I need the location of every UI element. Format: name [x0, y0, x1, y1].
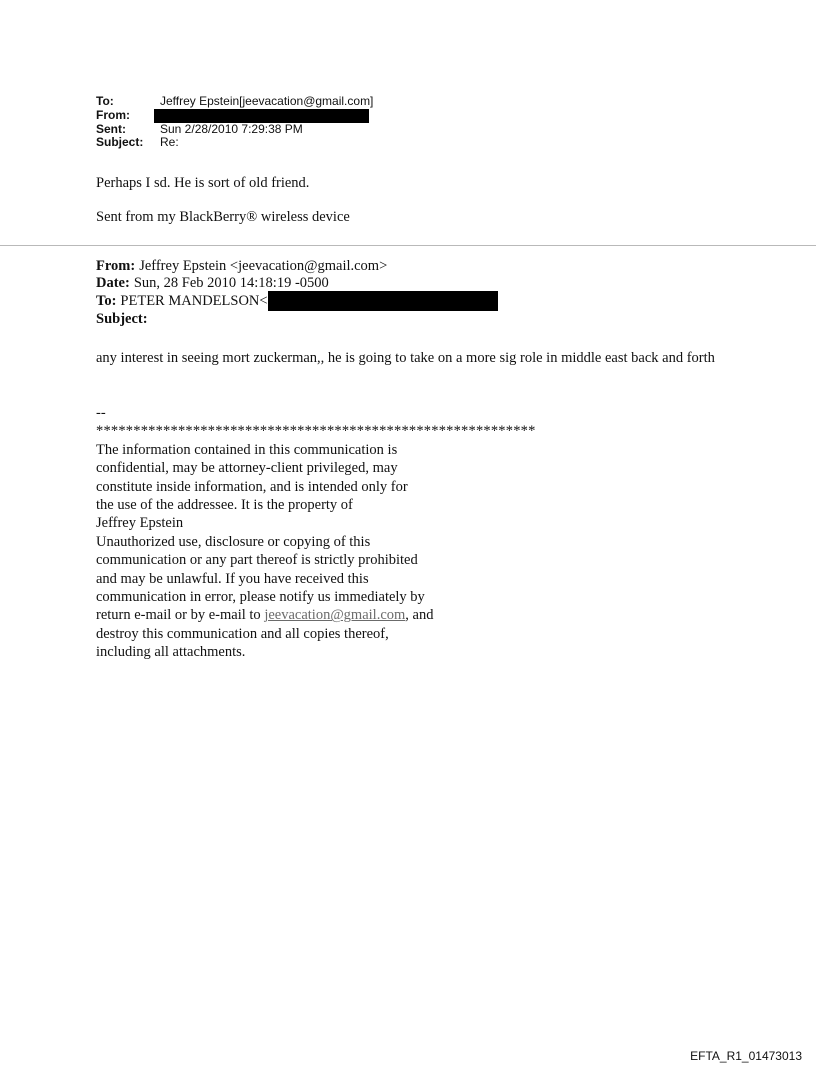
disclaimer-return-prefix: return e-mail or by e-mail to	[96, 607, 265, 624]
quoted-body-text: any interest in seeing mort zuckerman,, he is going to take on a more sig role in middle east back and forth	[96, 350, 715, 366]
disclaimer-line: The information contained in this communication is	[96, 441, 398, 458]
disclaimer-line: destroy this communication and all copies thereof,	[96, 625, 389, 642]
disclaimer-stars: ***********************************************************	[96, 423, 536, 440]
quoted-date-value: Sun, 28 Feb 2010 14:18:19 -0500	[133, 274, 329, 291]
email-link[interactable]: jeevacation@gmail.com	[264, 607, 406, 624]
header-from-label: From:	[96, 107, 130, 122]
quoted-date-label: Date:	[96, 274, 130, 291]
redaction-bar	[154, 109, 369, 123]
disclaimer-return-suffix: , and	[405, 607, 434, 624]
quoted-from-row	[96, 258, 498, 275]
quoted-from-label: From:	[96, 258, 136, 274]
disclaimer-line: constitute inside information, and is intended only for	[96, 478, 408, 495]
quoted-from-value: Jeffrey Epstein <jeevacation@gmail.com>	[139, 258, 388, 274]
redaction-bar	[268, 291, 498, 311]
header-sent-value: Sun 2/28/2010 7:29:38 PM	[160, 121, 303, 136]
disclaimer-line: communication or any part thereof is strictly prohibited	[96, 552, 418, 569]
quoted-to-row	[96, 291, 498, 311]
disclaimer-line: including all attachments.	[96, 644, 246, 661]
quoted-to-label: To:	[96, 292, 117, 309]
disclaimer-line: and may be unlawful. If you have received this	[96, 570, 369, 587]
header-sent-label: Sent:	[96, 121, 126, 136]
quoted-header	[96, 258, 498, 328]
disclaimer-dashes: --	[96, 405, 106, 421]
header-sent-row	[96, 123, 373, 137]
quoted-date-row	[96, 275, 498, 292]
disclaimer-line-return	[96, 606, 536, 624]
quoted-subject-label: Subject:	[96, 311, 148, 327]
reply-signature: Sent from my BlackBerry® wireless device	[96, 209, 350, 225]
disclaimer-line: the use of the addressee. It is the property of	[96, 497, 353, 514]
disclaimer-line: Unauthorized use, disclosure or copying of this	[96, 533, 371, 550]
document-id: EFTA_R1_01473013	[690, 1049, 802, 1063]
disclaimer-line: Jeffrey Epstein	[96, 515, 184, 532]
disclaimer-line: confidential, may be attorney-client privileged, may	[96, 460, 398, 477]
disclaimer	[96, 404, 536, 662]
header-subject-label: Subject:	[96, 135, 144, 149]
reply-body	[96, 174, 350, 242]
header-subject-row	[96, 136, 373, 150]
header-to-value: Jeffrey Epstein[jeevacation@gmail.com]	[160, 94, 374, 108]
reply-text: Perhaps I sd. He is sort of old friend.	[96, 175, 310, 191]
quoted-to-value: PETER MANDELSON<	[120, 292, 268, 309]
email-header	[96, 95, 373, 150]
header-to-label: To:	[96, 94, 114, 108]
quoted-subject-row	[96, 311, 498, 328]
header-to-row	[96, 95, 373, 109]
header-from-row	[96, 109, 373, 123]
disclaimer-line: communication in error, please notify us immediately by	[96, 589, 425, 606]
divider	[0, 245, 816, 246]
quoted-body	[96, 349, 736, 367]
header-subject-value: Re:	[160, 135, 179, 149]
